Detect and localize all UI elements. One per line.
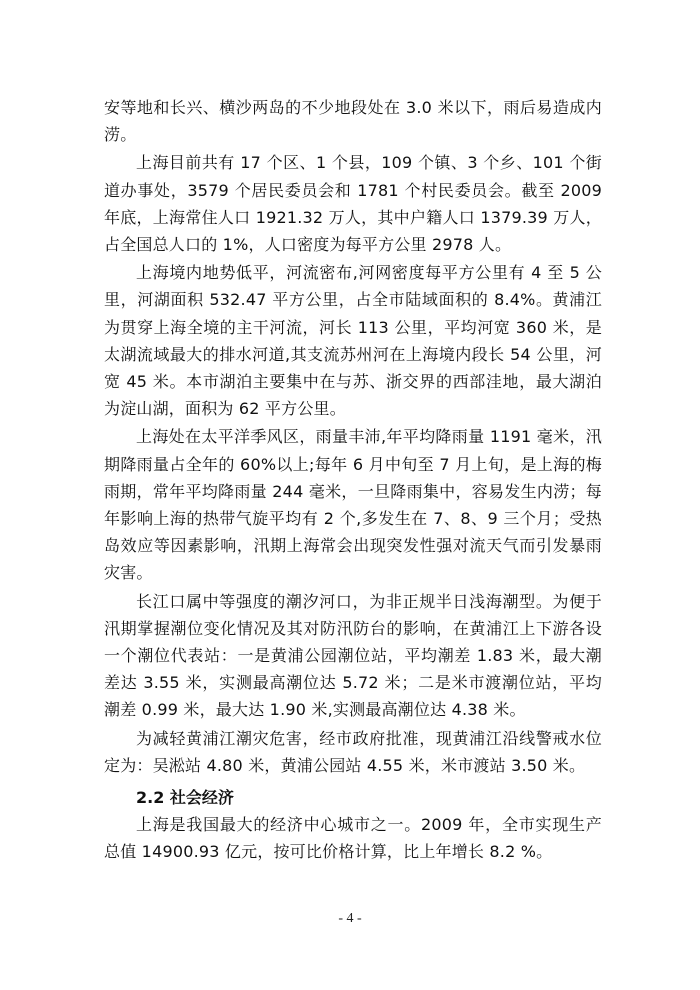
paragraph-rivers-lakes: 上海境内地势低平，河流密布,河网密度每平方公里有 4 至 5 公里，河湖面积 532.47 平方公里，占全市陆域面积的 8.4%。黄浦江为贯穿上海全境的主干河流，河长 113 公里，平均河宽 360 米，是太湖流域最大的排水河道,其支流苏州河在上海境内段长 54 公里，河宽 45 米。本市湖泊主要集中在与苏、浙交界的西部洼地，最大湖泊为淀山湖，面积为 62 平方公里。 [104, 263, 602, 419]
paragraph-economy: 上海是我国最大的经济中心城市之一。2009 年，全市实现生产总值 14900.93 亿元，按可比价格计算，比上年增长 8.2 %。 [104, 815, 602, 862]
document-body [104, 94, 602, 866]
paragraph-climate-rainfall: 上海处在太平洋季风区，雨量丰沛,年平均降雨量 1191 毫米，汛期降雨量占全年的 60%以上;每年 6 月中旬至 7 月上旬，是上海的梅雨期，常年平均降雨量 244 毫米，一旦降雨集中，容易发生内涝；每年影响上海的热带气旋平均有 2 个,多发生在 7、8、9 三个月；受热岛效应等因素影响，汛期上海常会出现突发性强对流天气而引发暴雨灾害。 [104, 427, 602, 583]
paragraph-warning-levels: 为减轻黄浦江潮灾危害，经市政府批准，现黄浦江沿线警戒水位定为：吴淞站 4.80 米，黄浦公园站 4.55 米，米市渡站 3.50 米。 [104, 728, 602, 775]
paragraph-administrative-divisions: 上海目前共有 17 个区、1 个县，109 个镇、3 个乡、101 个街道办事处，3579 个居民委员会和 1781 个村民委员会。截至 2009 年底，上海常住人口 1921.32 万人，其中户籍人口 1379.39 万人，占全国总人口的 1%，人口密度为每平方公里 2978 人。 [104, 153, 602, 255]
page-number: - 4 - [338, 911, 362, 926]
paragraph-tides: 长江口属中等强度的潮汐河口，为非正规半日浅海潮型。为便于汛期掌握潮位变化情况及其对防汛防台的影响，在黄浦江上下游各设一个潮位代表站：一是黄浦公园潮位站，平均潮差 1.83 米，最大潮差达 3.55 米，实测最高潮位达 5.72 米；二是米市渡潮位站，平均潮差 0.99 米，最大达 1.90 米,实测最高潮位达 4.38 米。 [104, 591, 602, 720]
section-heading: 2.2 社会经济 [136, 788, 234, 808]
paragraph-continuation: 安等地和长兴、横沙两岛的不少地段处在 3.0 米以下，雨后易造成内涝。 [104, 98, 602, 145]
